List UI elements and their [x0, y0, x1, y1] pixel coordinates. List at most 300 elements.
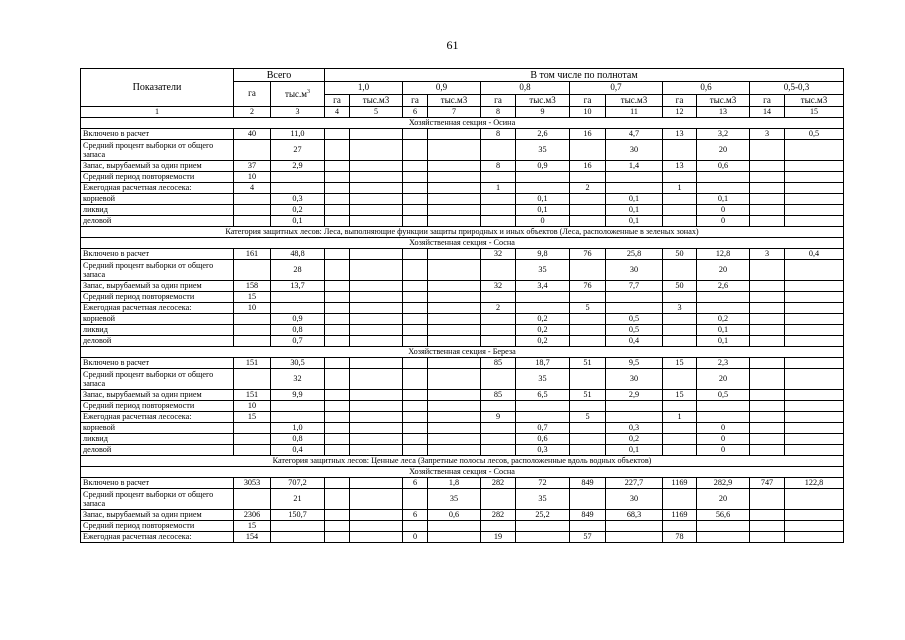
table-cell: 0,1 — [606, 216, 663, 227]
table-cell: 3053 — [234, 478, 271, 489]
table-cell: 0,3 — [606, 423, 663, 434]
table-cell — [785, 205, 844, 216]
table-cell — [403, 325, 428, 336]
row-label: Включено в расчет — [81, 129, 234, 140]
table-cell: 32 — [271, 369, 325, 390]
table-cell: 85 — [481, 390, 516, 401]
table-row — [81, 445, 844, 456]
table-cell: 4,7 — [606, 129, 663, 140]
table-cell — [271, 172, 325, 183]
table-cell — [234, 260, 271, 281]
column-number: 6 — [403, 107, 428, 118]
table-cell — [234, 369, 271, 390]
table-cell: 0,1 — [516, 205, 570, 216]
table-cell — [350, 445, 403, 456]
row-label: Запас, вырубаемый за один прием — [81, 161, 234, 172]
table-cell: 3 — [663, 303, 697, 314]
category-row — [81, 227, 844, 238]
table-cell — [350, 205, 403, 216]
table-cell — [325, 260, 350, 281]
table-cell: 5 — [570, 412, 606, 423]
table-cell — [750, 532, 785, 543]
table-row — [81, 510, 844, 521]
column-number: 7 — [428, 107, 481, 118]
table-cell — [570, 216, 606, 227]
section-row — [81, 467, 844, 478]
table-cell — [570, 194, 606, 205]
table-cell — [325, 140, 350, 161]
table-cell: 0,1 — [697, 325, 750, 336]
table-cell: 3 — [750, 249, 785, 260]
table-cell: 10 — [234, 172, 271, 183]
table-cell: 0,9 — [516, 161, 570, 172]
table-row — [81, 314, 844, 325]
row-label: Ежегодная расчетная лесосека: — [81, 303, 234, 314]
table-cell — [697, 401, 750, 412]
row-label: Запас, вырубаемый за один прием — [81, 281, 234, 292]
table-row — [81, 129, 844, 140]
table-cell — [663, 434, 697, 445]
table-cell — [750, 161, 785, 172]
table-cell: 0,7 — [516, 423, 570, 434]
column-number: 5 — [350, 107, 403, 118]
header-ha: га — [750, 95, 785, 107]
table-cell: 849 — [570, 478, 606, 489]
table-cell — [325, 183, 350, 194]
table-cell — [750, 194, 785, 205]
table-cell — [785, 336, 844, 347]
table-cell: 20 — [697, 489, 750, 510]
page-number: 61 — [446, 38, 459, 52]
table-cell: 0,4 — [785, 249, 844, 260]
table-cell: 9 — [481, 412, 516, 423]
table-cell: 68,3 — [606, 510, 663, 521]
table-cell — [516, 303, 570, 314]
table-cell: 35 — [516, 140, 570, 161]
column-number: 10 — [570, 107, 606, 118]
table-cell: 0,6 — [428, 510, 481, 521]
table-cell — [350, 194, 403, 205]
table-cell: 0,5 — [606, 325, 663, 336]
table-cell — [325, 390, 350, 401]
table-cell: 0,8 — [271, 325, 325, 336]
table-cell: 56,6 — [697, 510, 750, 521]
table-cell — [350, 358, 403, 369]
table-cell: 150,7 — [271, 510, 325, 521]
table-cell: 1,0 — [271, 423, 325, 434]
section-title: Хозяйственная секция - Береза — [81, 347, 844, 358]
table-cell — [403, 281, 428, 292]
table-cell — [606, 521, 663, 532]
table-cell — [428, 401, 481, 412]
table-cell — [750, 401, 785, 412]
table-cell — [785, 401, 844, 412]
table-cell: 3 — [750, 129, 785, 140]
table-cell: 30 — [606, 260, 663, 281]
table-cell: 9,9 — [271, 390, 325, 401]
table-row — [81, 140, 844, 161]
table-cell: 50 — [663, 249, 697, 260]
table-cell — [750, 325, 785, 336]
table-cell: 13,7 — [271, 281, 325, 292]
table-cell — [234, 434, 271, 445]
table-cell — [403, 292, 428, 303]
table-cell — [350, 260, 403, 281]
table-cell — [570, 401, 606, 412]
table-row — [81, 292, 844, 303]
column-number: 3 — [271, 107, 325, 118]
table-cell — [234, 336, 271, 347]
table-cell — [481, 401, 516, 412]
table-cell — [570, 521, 606, 532]
row-label: корневой — [81, 314, 234, 325]
table-row — [81, 325, 844, 336]
row-label: деловой — [81, 216, 234, 227]
table-cell: 0,1 — [516, 194, 570, 205]
table-cell — [271, 521, 325, 532]
table-cell — [325, 172, 350, 183]
table-cell: 40 — [234, 129, 271, 140]
table-cell — [570, 434, 606, 445]
header-volume: тыс.м3 — [516, 95, 570, 107]
table-cell: 0,5 — [606, 314, 663, 325]
category-title: Категория защитных лесов: Ценные леса (Запретные полосы лесов, расположенные вдоль водных объектов) — [81, 456, 844, 467]
table-cell — [428, 314, 481, 325]
table-cell — [481, 336, 516, 347]
table-cell: 2,9 — [606, 390, 663, 401]
table-cell: 282 — [481, 478, 516, 489]
table-cell — [428, 292, 481, 303]
table-cell: 48,8 — [271, 249, 325, 260]
table-cell — [350, 325, 403, 336]
row-label: Включено в расчет — [81, 358, 234, 369]
table-cell: 76 — [570, 281, 606, 292]
table-cell — [325, 445, 350, 456]
table-cell — [428, 521, 481, 532]
table-cell — [481, 521, 516, 532]
table-row — [81, 205, 844, 216]
table-cell: 158 — [234, 281, 271, 292]
table-cell — [785, 260, 844, 281]
table-row — [81, 434, 844, 445]
table-cell — [516, 292, 570, 303]
table-cell — [350, 489, 403, 510]
table-cell — [403, 249, 428, 260]
table-cell — [481, 445, 516, 456]
table-cell — [428, 336, 481, 347]
table-cell — [428, 325, 481, 336]
table-cell — [516, 521, 570, 532]
table-cell — [750, 369, 785, 390]
header-density: 0,5-0,3 — [750, 82, 844, 95]
table-cell — [570, 172, 606, 183]
column-number: 13 — [697, 107, 750, 118]
table-cell: 0 — [697, 434, 750, 445]
table-cell — [325, 249, 350, 260]
table-cell — [785, 510, 844, 521]
table-cell — [403, 260, 428, 281]
table-cell: 151 — [234, 390, 271, 401]
table-row — [81, 172, 844, 183]
table-cell — [234, 140, 271, 161]
header-including: В том числе по полнотам — [325, 69, 844, 82]
table-cell — [428, 129, 481, 140]
table-cell — [350, 401, 403, 412]
row-label: Средний процент выборки от общего запаса — [81, 140, 234, 161]
table-cell — [428, 260, 481, 281]
table-cell — [785, 532, 844, 543]
table-cell — [481, 260, 516, 281]
section-title: Хозяйственная секция - Сосна — [81, 467, 844, 478]
table-cell — [350, 423, 403, 434]
table-cell — [325, 412, 350, 423]
table-cell: 25,8 — [606, 249, 663, 260]
table-cell: 13 — [663, 129, 697, 140]
table-cell — [403, 445, 428, 456]
table-cell: 747 — [750, 478, 785, 489]
table-row — [81, 532, 844, 543]
table-cell: 18,7 — [516, 358, 570, 369]
table-cell — [663, 489, 697, 510]
table-cell: 0 — [697, 445, 750, 456]
table-cell — [428, 412, 481, 423]
column-number: 8 — [481, 107, 516, 118]
table-cell: 707,2 — [271, 478, 325, 489]
table-cell — [663, 216, 697, 227]
header-total-volume — [271, 82, 325, 107]
table-cell: 9,5 — [606, 358, 663, 369]
table-cell: 78 — [663, 532, 697, 543]
table-cell — [428, 281, 481, 292]
table-row — [81, 249, 844, 260]
table-cell — [481, 314, 516, 325]
table-cell: 57 — [570, 532, 606, 543]
table-cell: 4 — [234, 183, 271, 194]
table-cell — [697, 303, 750, 314]
table-cell — [350, 532, 403, 543]
table-row — [81, 358, 844, 369]
table-row — [81, 478, 844, 489]
table-cell — [606, 303, 663, 314]
table-cell — [750, 172, 785, 183]
table-cell — [663, 445, 697, 456]
table-cell: 0,5 — [785, 129, 844, 140]
table-cell — [271, 183, 325, 194]
table-row — [81, 260, 844, 281]
table-cell — [697, 292, 750, 303]
header-total-ha: га — [234, 82, 271, 107]
table-cell — [606, 292, 663, 303]
table-cell: 1169 — [663, 510, 697, 521]
table-cell — [271, 401, 325, 412]
table-cell: 35 — [428, 489, 481, 510]
table-cell — [325, 129, 350, 140]
table-row — [81, 303, 844, 314]
table-cell: 2,9 — [271, 161, 325, 172]
table-cell: 0 — [403, 532, 428, 543]
table-cell — [606, 183, 663, 194]
table-cell: 0,2 — [516, 314, 570, 325]
table-cell — [663, 314, 697, 325]
table-cell — [403, 358, 428, 369]
table-cell: 0,2 — [271, 205, 325, 216]
table-cell — [481, 325, 516, 336]
table-cell: 2,6 — [697, 281, 750, 292]
table-cell — [325, 216, 350, 227]
table-cell — [234, 205, 271, 216]
table-row — [81, 216, 844, 227]
table-cell — [325, 532, 350, 543]
table-cell — [428, 140, 481, 161]
table-cell: 6 — [403, 510, 428, 521]
table-cell: 1 — [663, 412, 697, 423]
table-cell — [350, 161, 403, 172]
table-cell — [234, 216, 271, 227]
table-cell: 12,8 — [697, 249, 750, 260]
table-cell — [750, 281, 785, 292]
table-cell: 0,6 — [697, 161, 750, 172]
table-cell: 51 — [570, 358, 606, 369]
table-cell — [750, 292, 785, 303]
header-density: 1,0 — [325, 82, 403, 95]
table-cell — [570, 336, 606, 347]
table-cell: 1169 — [663, 478, 697, 489]
table-row — [81, 412, 844, 423]
table-cell — [428, 434, 481, 445]
table-cell: 1 — [481, 183, 516, 194]
section-row — [81, 118, 844, 129]
section-title: Хозяйственная секция - Осина — [81, 118, 844, 129]
table-cell — [481, 140, 516, 161]
table-cell: 0,2 — [516, 325, 570, 336]
table-cell — [663, 292, 697, 303]
table-cell: 0,2 — [516, 336, 570, 347]
table-cell: 8 — [481, 129, 516, 140]
table-cell — [481, 292, 516, 303]
table-cell — [325, 478, 350, 489]
table-cell — [785, 489, 844, 510]
table-cell — [663, 172, 697, 183]
table-cell — [234, 314, 271, 325]
row-label: корневой — [81, 194, 234, 205]
header-ha: га — [663, 95, 697, 107]
table-cell — [350, 140, 403, 161]
table-cell — [350, 478, 403, 489]
table-cell: 0,9 — [271, 314, 325, 325]
table-cell: 27 — [271, 140, 325, 161]
table-row — [81, 161, 844, 172]
table-cell — [697, 412, 750, 423]
table-row — [81, 281, 844, 292]
table-cell — [428, 445, 481, 456]
table-cell — [428, 390, 481, 401]
table-cell — [570, 314, 606, 325]
table-cell: 0,1 — [271, 216, 325, 227]
table-cell — [785, 434, 844, 445]
table-cell — [325, 194, 350, 205]
row-label: Ежегодная расчетная лесосека: — [81, 183, 234, 194]
table-cell — [350, 292, 403, 303]
table-cell — [403, 336, 428, 347]
table-cell — [750, 314, 785, 325]
table-cell — [403, 314, 428, 325]
row-label: Средний период повторяемости — [81, 292, 234, 303]
table-cell — [750, 510, 785, 521]
table-cell — [350, 369, 403, 390]
header-ha: га — [325, 95, 350, 107]
table-cell: 20 — [697, 140, 750, 161]
table-cell — [350, 510, 403, 521]
table-cell — [428, 172, 481, 183]
table-cell: 10 — [234, 303, 271, 314]
table-cell — [606, 172, 663, 183]
table-cell — [234, 489, 271, 510]
table-cell — [785, 358, 844, 369]
table-cell — [570, 445, 606, 456]
table-cell: 0,3 — [271, 194, 325, 205]
table-cell: 21 — [271, 489, 325, 510]
table-cell: 15 — [234, 292, 271, 303]
table-cell — [785, 325, 844, 336]
table-cell — [750, 183, 785, 194]
table-cell: 2306 — [234, 510, 271, 521]
table-cell — [403, 140, 428, 161]
table-cell: 161 — [234, 249, 271, 260]
table-cell: 849 — [570, 510, 606, 521]
table-cell — [785, 281, 844, 292]
table-cell — [570, 489, 606, 510]
table-row — [81, 336, 844, 347]
table-cell — [570, 292, 606, 303]
header-volume: тыс.м3 — [350, 95, 403, 107]
table-cell: 0 — [516, 216, 570, 227]
table-cell: 1,4 — [606, 161, 663, 172]
table-cell: 3,4 — [516, 281, 570, 292]
table-cell: 2,3 — [697, 358, 750, 369]
table-cell: 32 — [481, 249, 516, 260]
row-label: деловой — [81, 445, 234, 456]
table-cell — [750, 358, 785, 369]
table-cell: 0,1 — [697, 194, 750, 205]
table-cell — [785, 161, 844, 172]
table-cell: 2,6 — [516, 129, 570, 140]
table-cell — [750, 412, 785, 423]
category-row — [81, 456, 844, 467]
table-cell — [325, 434, 350, 445]
table-cell: 11,0 — [271, 129, 325, 140]
table-cell — [350, 183, 403, 194]
table-cell: 37 — [234, 161, 271, 172]
table-cell — [325, 205, 350, 216]
table-cell — [350, 216, 403, 227]
table-cell: 32 — [481, 281, 516, 292]
table-cell — [428, 532, 481, 543]
table-cell — [697, 521, 750, 532]
row-label: Средний период повторяемости — [81, 172, 234, 183]
table-cell — [403, 194, 428, 205]
table-cell — [325, 281, 350, 292]
row-label: Средний процент выборки от общего запаса — [81, 369, 234, 390]
table-cell — [403, 390, 428, 401]
table-cell: 6 — [403, 478, 428, 489]
column-number-row — [81, 107, 844, 118]
table-cell: 0,2 — [697, 314, 750, 325]
table-cell — [750, 434, 785, 445]
table-cell — [570, 369, 606, 390]
allowable-cut-table — [80, 68, 844, 543]
table-cell — [663, 423, 697, 434]
section-row — [81, 347, 844, 358]
